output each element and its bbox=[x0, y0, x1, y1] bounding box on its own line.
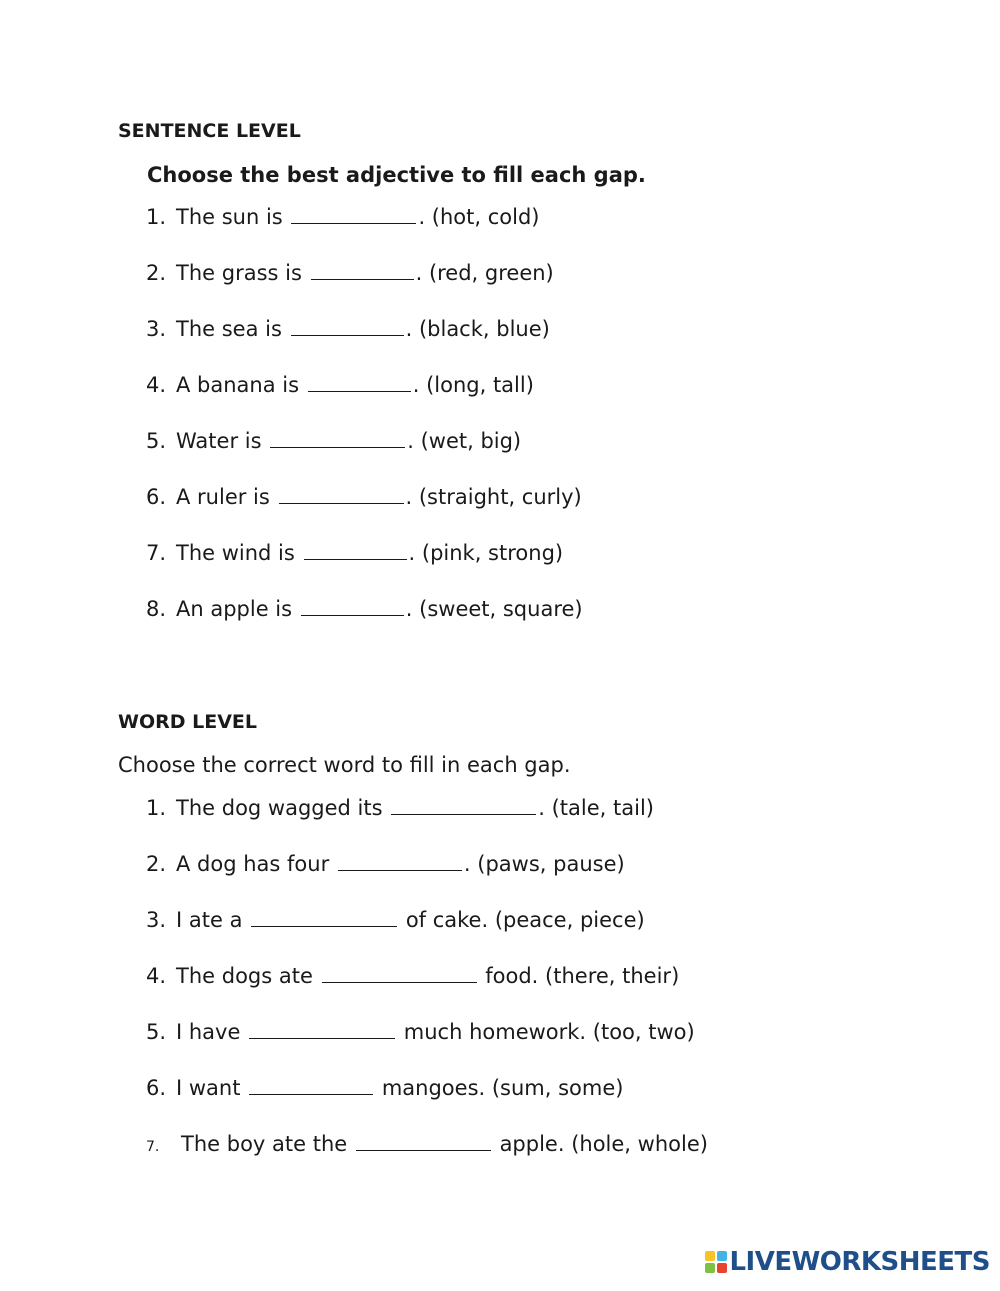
list-item bbox=[146, 597, 583, 621]
logo-square bbox=[717, 1251, 727, 1261]
answer-blank[interactable] bbox=[291, 205, 416, 224]
item-text-after: apple. (hole, whole) bbox=[499, 1132, 708, 1156]
answer-blank[interactable] bbox=[311, 261, 414, 280]
item-number: 8. bbox=[146, 597, 167, 621]
answer-blank[interactable] bbox=[251, 908, 397, 927]
item-text-before: A ruler is bbox=[176, 485, 270, 509]
item-text-before: An apple is bbox=[176, 597, 293, 621]
answer-blank[interactable] bbox=[301, 597, 404, 616]
item-number: 2. bbox=[146, 852, 167, 876]
item-number: 4. bbox=[146, 964, 167, 988]
answer-blank[interactable] bbox=[249, 1076, 373, 1095]
list-item bbox=[146, 429, 521, 453]
item-text-after: . (sweet, square) bbox=[405, 597, 583, 621]
list-item bbox=[146, 261, 554, 285]
instruction-sentence-level: Choose the best adjective to fill each gap. bbox=[147, 163, 646, 187]
item-number: 7. bbox=[146, 541, 167, 565]
logo-text: LIVEWORKSHEETS bbox=[729, 1247, 990, 1277]
answer-blank[interactable] bbox=[322, 964, 477, 983]
answer-blank[interactable] bbox=[338, 852, 462, 871]
section-heading-word-level: WORD LEVEL bbox=[118, 711, 258, 733]
answer-blank[interactable] bbox=[279, 485, 404, 504]
item-text-before: The sun is bbox=[176, 205, 283, 229]
list-item bbox=[146, 1020, 695, 1044]
item-number: 7. bbox=[146, 1139, 160, 1155]
item-text-before: The dog wagged its bbox=[176, 796, 383, 820]
item-text-after: . (paws, pause) bbox=[463, 852, 625, 876]
answer-blank[interactable] bbox=[304, 541, 407, 560]
item-text-before: The dogs ate bbox=[176, 964, 313, 988]
logo-square bbox=[705, 1263, 715, 1273]
logo-mark-icon bbox=[705, 1251, 727, 1273]
item-text-before: I have bbox=[176, 1020, 241, 1044]
item-text-before: A banana is bbox=[176, 373, 300, 397]
list-item bbox=[146, 1132, 708, 1156]
item-text-after: . (straight, curly) bbox=[405, 485, 582, 509]
item-text-after: . (hot, cold) bbox=[418, 205, 540, 229]
list-item bbox=[146, 964, 679, 988]
item-text-after: of cake. (peace, piece) bbox=[405, 908, 645, 932]
answer-blank[interactable] bbox=[291, 317, 404, 336]
item-number: 1. bbox=[146, 796, 167, 820]
item-text-before: I want bbox=[176, 1076, 241, 1100]
answer-blank[interactable] bbox=[356, 1132, 491, 1151]
item-text-before: I ate a bbox=[176, 908, 243, 932]
item-number: 6. bbox=[146, 1076, 167, 1100]
item-text-after: much homework. (too, two) bbox=[403, 1020, 695, 1044]
item-text-before: Water is bbox=[176, 429, 262, 453]
answer-blank[interactable] bbox=[391, 796, 536, 815]
item-text-after: . (tale, tail) bbox=[538, 796, 654, 820]
liveworksheets-logo bbox=[705, 1247, 990, 1277]
item-text-before: The grass is bbox=[176, 261, 302, 285]
item-number: 4. bbox=[146, 373, 167, 397]
list-item bbox=[146, 908, 645, 932]
item-text-after: . (black, blue) bbox=[405, 317, 550, 341]
item-text-after: food. (there, their) bbox=[485, 964, 680, 988]
item-number: 1. bbox=[146, 205, 167, 229]
item-text-before: The sea is bbox=[176, 317, 282, 341]
logo-square bbox=[717, 1263, 727, 1273]
item-text-after: mangoes. (sum, some) bbox=[381, 1076, 624, 1100]
list-item bbox=[146, 205, 539, 229]
list-item bbox=[146, 1076, 623, 1100]
item-text-after: . (red, green) bbox=[415, 261, 554, 285]
list-item bbox=[146, 796, 654, 820]
answer-blank[interactable] bbox=[270, 429, 405, 448]
item-number: 3. bbox=[146, 908, 167, 932]
item-number: 5. bbox=[146, 1020, 167, 1044]
item-text-after: . (wet, big) bbox=[407, 429, 522, 453]
item-text-before: A dog has four bbox=[176, 852, 330, 876]
item-number: 3. bbox=[146, 317, 167, 341]
list-item bbox=[146, 317, 550, 341]
answer-blank[interactable] bbox=[308, 373, 411, 392]
item-text-before: The wind is bbox=[176, 541, 295, 565]
item-text-before: The boy ate the bbox=[181, 1132, 348, 1156]
item-number: 2. bbox=[146, 261, 167, 285]
list-item bbox=[146, 541, 563, 565]
logo-square bbox=[705, 1251, 715, 1261]
item-number: 5. bbox=[146, 429, 167, 453]
item-text-after: . (long, tall) bbox=[412, 373, 534, 397]
list-item bbox=[146, 373, 534, 397]
item-number: 6. bbox=[146, 485, 167, 509]
list-item bbox=[146, 485, 582, 509]
list-item bbox=[146, 852, 625, 876]
answer-blank[interactable] bbox=[249, 1020, 395, 1039]
section-heading-sentence-level: SENTENCE LEVEL bbox=[118, 120, 301, 142]
instruction-word-level: Choose the correct word to fill in each gap. bbox=[118, 753, 571, 777]
item-text-after: . (pink, strong) bbox=[408, 541, 564, 565]
